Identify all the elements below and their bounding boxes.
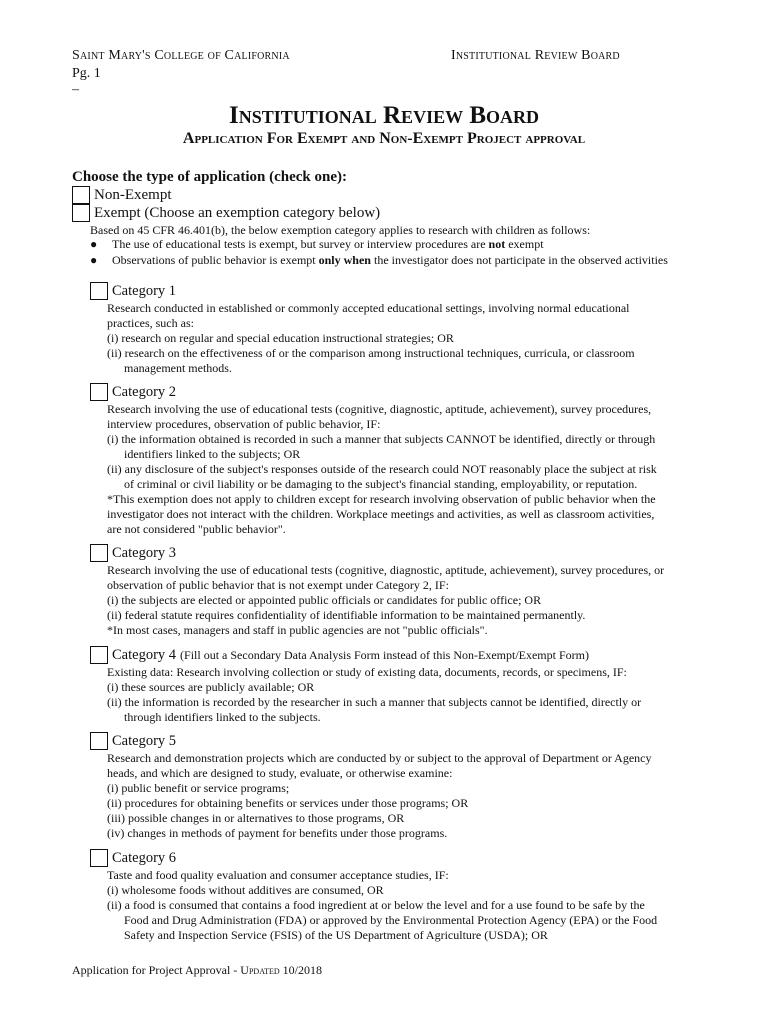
bullet-educational-tests: [90, 237, 544, 252]
header-dash: –: [72, 82, 79, 97]
description-line: (ii) procedures for obtaining benefits or services under those programs; OR: [107, 796, 469, 810]
category-3-description: [107, 563, 690, 638]
bullet-bold: not: [488, 237, 506, 251]
category-5-description: [107, 751, 690, 841]
description-line: of criminal or civil liability or be damaging to the subject's financial standing, employability, or reputation.: [124, 477, 638, 491]
category-4-note: (Fill out a Secondary Data Analysis Form instead of this Non-Exempt/Exempt Form): [180, 648, 589, 662]
bullet-text: Observations of public behavior is exempt: [112, 253, 319, 267]
category-5-header: [90, 732, 690, 750]
category-4-label: Category 4: [112, 647, 177, 663]
category-5-checkbox[interactable]: [90, 732, 108, 750]
description-line: (i) the information obtained is recorded in such a manner that subjects CANNOT be identified, directly or through: [107, 432, 656, 446]
category-4-description: [107, 665, 690, 725]
category-2-checkbox[interactable]: [90, 383, 108, 401]
description-line: Food and Drug Administration (FDA) or approved by the Environmental Protection Agency (EPA) or the Food: [124, 913, 658, 927]
category-4: [90, 646, 690, 725]
page-number: Pg. 1: [72, 66, 101, 81]
page-footer: [72, 963, 322, 978]
category-4-checkbox[interactable]: [90, 646, 108, 664]
footer-text: Application for Project Approval -: [72, 963, 241, 977]
bullet-text: The use of educational tests is exempt, but survey or interview procedures are: [112, 237, 489, 251]
bullet-icon: ●: [90, 253, 98, 267]
college-name: Saint Mary's College of California: [72, 48, 290, 63]
description-line: *In most cases, managers and staff in public agencies are not "public officials".: [107, 623, 488, 637]
description-line: (ii) a food is consumed that contains a food ingredient at or below the level and for a use found to be safe by the: [107, 898, 645, 912]
category-1-label: Category 1: [112, 283, 177, 299]
bullet-bold: only when: [318, 253, 371, 267]
category-2-header: [90, 383, 690, 401]
exempt-label: Exempt (Choose an exemption category below): [94, 204, 381, 221]
description-line: (iv) changes in methods of payment for benefits under those programs.: [107, 826, 448, 840]
description-line: observation of public behavior that is not exempt under Category 2, IF:: [107, 578, 449, 592]
description-line: identifiers linked to the subjects; OR: [124, 447, 301, 461]
page-title: Institutional Review Board: [228, 102, 539, 129]
children-note: Based on 45 CFR 46.401(b), the below exemption category applies to research with children as follows:: [90, 223, 591, 237]
description-line: investigator does not interact with the children. Workplace meetings and activities, as well as classroom activities,: [107, 507, 655, 521]
board-name: Institutional Review Board: [451, 48, 620, 63]
category-1-header: [90, 282, 690, 300]
category-3-checkbox[interactable]: [90, 544, 108, 562]
description-line: *This exemption does not apply to children except for research involving observation of public behavior when the: [107, 492, 656, 506]
description-line: (ii) any disclosure of the subject's responses outside of the research could NOT reasonably place the subject at risk: [107, 462, 657, 476]
category-2-description: [107, 402, 690, 537]
description-line: Research involving the use of educational tests (cognitive, diagnostic, aptitude, achievement), survey procedures,: [107, 402, 652, 416]
description-line: are not considered "public behavior".: [107, 522, 286, 536]
bullet-public-behavior: [90, 253, 668, 268]
choose-type-label: Choose the type of application (check one):: [72, 169, 347, 185]
category-1: [90, 282, 690, 376]
description-line: Taste and food quality evaluation and consumer acceptance studies, IF:: [107, 868, 449, 882]
exempt-checkbox[interactable]: [72, 204, 90, 222]
description-line: through identifiers linked to the subjects.: [124, 710, 321, 724]
category-2-label: Category 2: [112, 384, 177, 400]
category-6: [90, 849, 690, 943]
category-6-label: Category 6: [112, 850, 177, 866]
description-line: practices, such as:: [107, 316, 194, 330]
description-line: (ii) the information is recorded by the researcher in such a manner that subjects cannot be identified, directly or: [107, 695, 642, 709]
category-2: [90, 383, 690, 537]
category-6-description: [107, 868, 690, 943]
category-4-header: [90, 646, 690, 664]
category-6-header: [90, 849, 690, 867]
description-line: (i) these sources are publicly available; OR: [107, 680, 315, 694]
description-line: (i) wholesome foods without additives are consumed, OR: [107, 883, 384, 897]
description-line: Research conducted in established or commonly accepted educational settings, involving normal educational: [107, 301, 630, 315]
category-6-checkbox[interactable]: [90, 849, 108, 867]
description-line: management methods.: [124, 361, 232, 375]
option-non-exempt: [72, 186, 171, 204]
non-exempt-checkbox[interactable]: [72, 186, 90, 204]
category-1-description: [107, 301, 690, 376]
category-1-checkbox[interactable]: [90, 282, 108, 300]
description-line: (i) the subjects are elected or appointed public officials or candidates for public office; OR: [107, 593, 542, 607]
category-5-label: Category 5: [112, 733, 177, 749]
page-subtitle: Application For Exempt and Non-Exempt Project approval: [182, 130, 586, 147]
bullet-text: exempt: [505, 237, 544, 251]
non-exempt-label: Non-Exempt: [94, 186, 172, 203]
description-line: Research involving the use of educational tests (cognitive, diagnostic, aptitude, achievement), survey procedures, or: [107, 563, 665, 577]
description-line: Safety and Inspection Service (FSIS) of the US Department of Agriculture (USDA); OR: [124, 928, 548, 942]
description-line: heads, and which are designed to study, evaluate, or otherwise examine:: [107, 766, 453, 780]
option-exempt: [72, 204, 380, 222]
description-line: (i) public benefit or service programs;: [107, 781, 290, 795]
description-line: (ii) research on the effectiveness of or the comparison among instructional techniques, curricula, or classroom: [107, 346, 635, 360]
category-3-header: [90, 544, 690, 562]
bullet-text: the investigator does not participate in the observed activities: [370, 253, 668, 267]
description-line: (iii) possible changes in or alternatives to those programs, OR: [107, 811, 405, 825]
description-line: Research and demonstration projects which are conducted by or subject to the approval of Department or Agency: [107, 751, 652, 765]
footer-date: 10/2018: [279, 963, 322, 977]
description-line: interview procedures, observation of public behavior, IF:: [107, 417, 381, 431]
footer-updated: Updated: [240, 963, 280, 977]
category-3-label: Category 3: [112, 545, 177, 561]
category-5: [90, 732, 690, 841]
description-line: Existing data: Research involving collection or study of existing data, documents, records, or specimens, IF:: [107, 665, 627, 679]
description-line: (i) research on regular and special education instructional strategies; OR: [107, 331, 454, 345]
bullet-icon: ●: [90, 237, 98, 251]
description-line: (ii) federal statute requires confidentiality of identifiable information to be maintained permanently.: [107, 608, 586, 622]
category-3: [90, 544, 690, 638]
